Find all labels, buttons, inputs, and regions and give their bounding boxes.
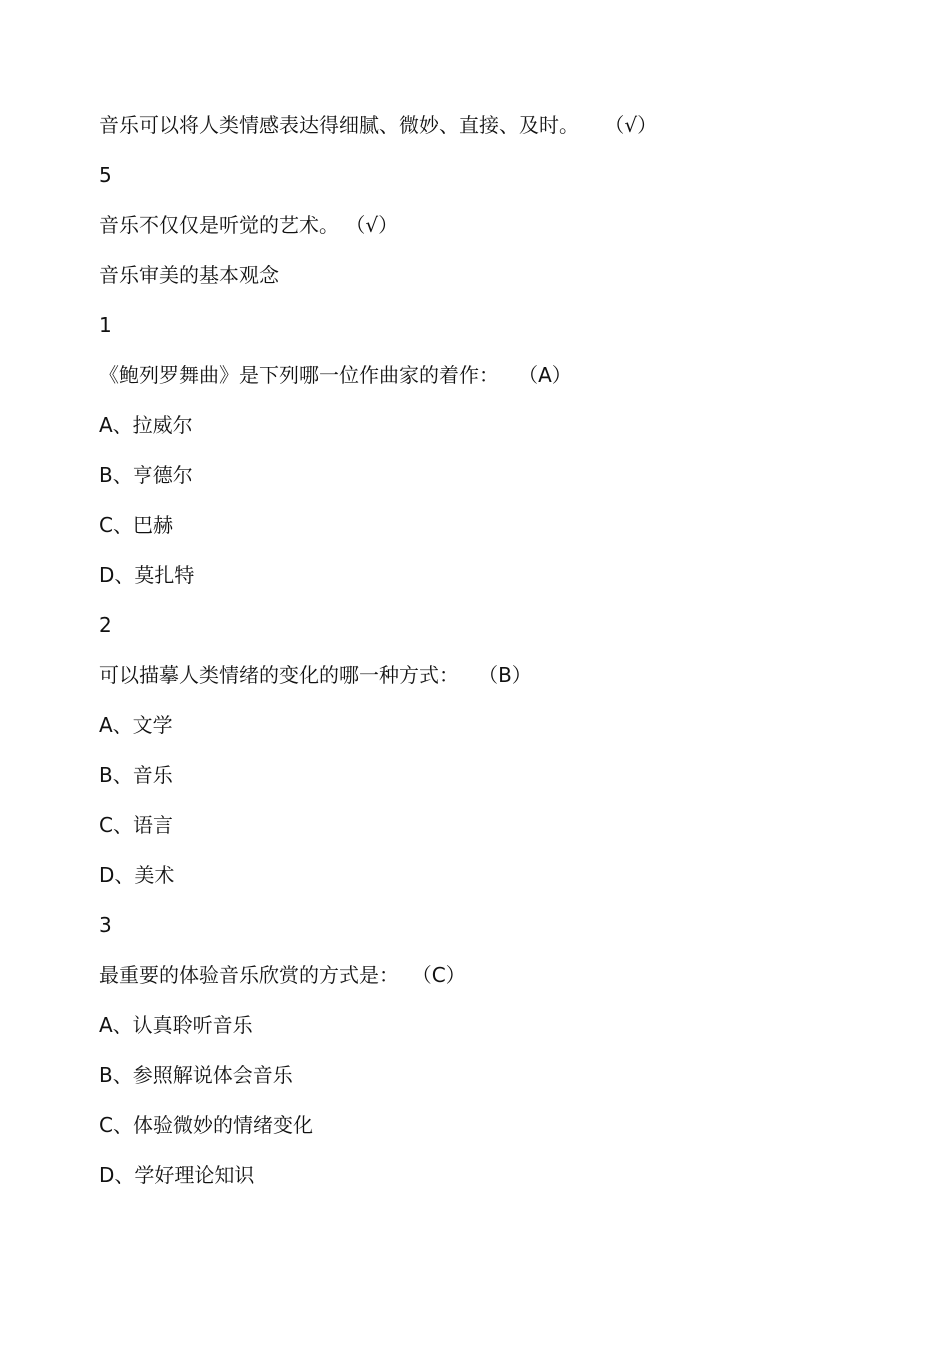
question-3-option-c: C、体验微妙的情绪变化 — [99, 1113, 313, 1137]
question-1-option-a: A、拉威尔 — [99, 413, 193, 437]
question-1-option-c: C、巴赫 — [99, 513, 173, 537]
question-1-option-b: B、亨德尔 — [99, 463, 193, 487]
question-3-option-d: D、学好理论知识 — [99, 1163, 255, 1187]
question-number-2: 2 — [99, 613, 112, 637]
question-2-option-c: C、语言 — [99, 813, 173, 837]
question-3-option-a: A、认真聆听音乐 — [99, 1013, 253, 1037]
question-number-5: 5 — [99, 163, 112, 187]
question-number-3: 3 — [99, 913, 112, 937]
question-2-text: 可以描摹人类情绪的变化的哪一种方式： （B） — [99, 663, 532, 687]
question-1-option-d: D、莫扎特 — [99, 563, 195, 587]
statement-not-only-hearing: 音乐不仅仅是听觉的艺术。 （√） — [99, 213, 399, 237]
question-3-text: 最重要的体验音乐欣赏的方式是： （C） — [99, 963, 466, 987]
statement-emotion-expression: 音乐可以将人类情感表达得细腻、微妙、直接、及时。 （√） — [99, 113, 658, 137]
question-2-option-b: B、音乐 — [99, 763, 173, 787]
question-2-option-a: A、文学 — [99, 713, 173, 737]
question-number-1: 1 — [99, 313, 112, 337]
section-heading: 音乐审美的基本观念 — [99, 263, 279, 287]
question-1-text: 《鲍列罗舞曲》是下列哪一位作曲家的着作： （A） — [99, 363, 572, 387]
question-2-option-d: D、美术 — [99, 863, 175, 887]
question-3-option-b: B、参照解说体会音乐 — [99, 1063, 293, 1087]
